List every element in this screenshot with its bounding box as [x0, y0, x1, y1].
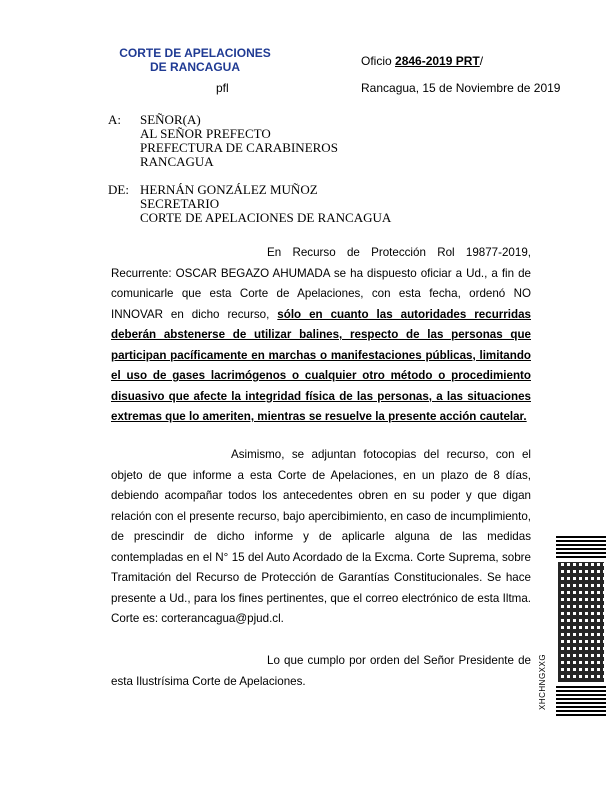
court-header	[112, 46, 278, 74]
place-date: Rancagua, 15 de Noviembre de 2019	[361, 81, 561, 95]
from-label: DE:	[108, 182, 129, 197]
oficio-number: 2846-2019 PRT	[395, 54, 480, 68]
from-line: HERNÁN GONZÁLEZ MUÑOZ	[140, 182, 318, 197]
to-line: AL SEÑOR PREFECTO	[140, 126, 271, 141]
initials: pfl	[216, 81, 229, 95]
verification-qr-code	[556, 536, 606, 718]
from-line: SECRETARIO	[140, 196, 220, 211]
p3-text: Lo que cumplo por orden del Señor Presidente de esta Ilustrísima Corte de Apelaciones.	[111, 654, 531, 688]
to-label: A:	[108, 112, 121, 127]
court-name-line2: DE RANCAGUA	[150, 60, 240, 74]
oficio-suffix: /	[479, 54, 484, 68]
court-name-line1: CORTE DE APELACIONES	[119, 46, 271, 60]
to-line: RANCAGUA	[140, 154, 214, 169]
from-line: CORTE DE APELACIONES DE RANCAGUA	[140, 210, 392, 225]
to-line: SEÑOR(A)	[140, 112, 201, 127]
from-block	[140, 183, 391, 225]
p1-text: En Recurso de Protección Rol 19877-2019, Recurrente: OSCAR BEGAZO AHUMADA se ha dispuesto oficiar a Ud., a fin de comunicarle que esta Corte de Apelaciones, con esta fecha, ordenó NO INNOVAR en dicho recurso,	[111, 246, 531, 321]
p1-emphasis: sólo en cuanto las autoridades recurridas deberán abstenerse de utilizar balines, respecto de las personas que participan pacíficamente en marchas o manifestaciones públicas, limitando el uso de gases lacrimógenos o cualquier otro método o procedimiento disuasivo que afecte la integridad física de las personas, a las situaciones extremas que lo ameriten, mientras se resuelve la presente acción cautelar.	[111, 307, 531, 423]
body-paragraph-3	[111, 651, 531, 692]
to-block	[140, 113, 338, 169]
verification-code-text: XHCHNGXXG	[538, 653, 547, 710]
to-line: PREFECTURA DE CARABINEROS	[140, 140, 338, 155]
oficio-reference	[361, 54, 483, 68]
body-paragraph-1	[111, 243, 531, 428]
body-paragraph-2	[111, 445, 531, 630]
qr-pattern	[558, 562, 604, 682]
oficio-prefix: Oficio	[361, 54, 396, 68]
p2-text: Asimismo, se adjuntan fotocopias del recurso, con el objeto de que informe a esta Corte de Apelaciones, en un plazo de 8 días, debiendo acompañar todos los antecedentes obren en su poder y que digan relación con el presente recurso, bajo apercibimiento, en caso de incumplimiento, de prescindir de dicho informe y de aplicarle alguna de las medidas contempladas en el N° 15 del Auto Acordado de la Excma. Corte Suprema, sobre Tramitación del Recurso de Protección de Garantías Constitucionales. Se hace presente a Ud., para los fines pertinentes, que el correo electrónico de esta Iltma. Corte es: corterancagua@pjud.cl.	[111, 448, 531, 625]
